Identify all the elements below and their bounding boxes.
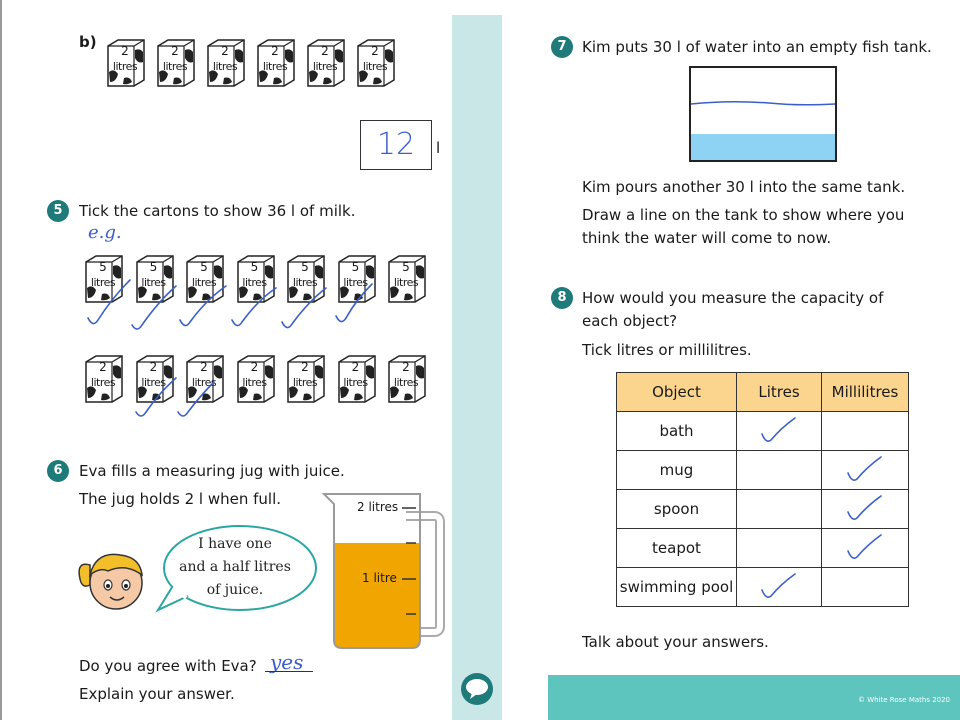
table-header-row [617, 373, 909, 412]
question-7-badge: 7 [551, 36, 573, 58]
carton-number: 5 [301, 260, 309, 274]
carton-number: 2 [371, 44, 379, 58]
carton-number: 2 [271, 44, 279, 58]
millilitres-cell[interactable] [822, 568, 909, 607]
tick-mark [845, 455, 885, 485]
tick-mark [759, 416, 799, 446]
question-8-line-2: each object? [582, 312, 678, 330]
carton-number: 2 [200, 360, 208, 374]
carton-number: 5 [250, 260, 259, 274]
carton-number: 2 [250, 360, 259, 374]
carton-unit: litres [191, 376, 217, 389]
answer-value: 12 [376, 127, 416, 162]
carton-unit: litres [343, 276, 368, 289]
question-5-badge: 5 [47, 200, 69, 222]
jug-label-2-litres: 2 litres [357, 500, 399, 514]
carton-number: 2 [351, 360, 360, 374]
question-6-agree: Do you agree with Eva? [79, 657, 257, 675]
litres-cell[interactable] [737, 529, 822, 568]
carton-unit: litres [343, 376, 368, 389]
litres-cell[interactable] [737, 451, 822, 490]
agree-answer-line [265, 671, 313, 672]
table-row [617, 412, 909, 451]
object-cell: bath [617, 412, 737, 451]
carton-number: 5 [402, 260, 410, 274]
object-cell: mug [617, 451, 737, 490]
header-object: Object [617, 373, 737, 412]
carton-unit: litres [242, 376, 267, 389]
tick-mark [845, 494, 885, 524]
object-cell: swimming pool [617, 568, 737, 607]
carton-unit: litres [393, 376, 419, 389]
millilitres-cell[interactable] [822, 451, 909, 490]
question-7-line-2: Kim pours another 30 l into the same tank. [582, 178, 906, 196]
question-6-line-2: The jug holds 2 l when full. [79, 490, 282, 508]
agree-answer[interactable]: yes [270, 650, 304, 674]
table-row [617, 451, 909, 490]
centre-sidebar [452, 15, 502, 720]
carton-unit: litres [362, 60, 388, 73]
millilitres-cell[interactable] [822, 529, 909, 568]
carton-number: 2 [171, 44, 179, 58]
litres-cell[interactable] [737, 490, 822, 529]
carton-number: 2 [301, 360, 309, 374]
eg-note: e.g. [88, 222, 122, 243]
carton-unit: litres [162, 60, 188, 73]
carton-unit: litres [112, 60, 138, 73]
question-6-explain: Explain your answer. [79, 685, 235, 703]
millilitres-cell[interactable] [822, 412, 909, 451]
carton-unit: litres [212, 60, 238, 73]
table-row [617, 529, 909, 568]
litres-cell[interactable] [737, 412, 822, 451]
question-8-footer: Talk about your answers. [582, 633, 769, 651]
speech-bubble-icon[interactable] [460, 672, 494, 706]
object-cell: spoon [617, 490, 737, 529]
question-8-badge: 8 [551, 287, 573, 309]
jug-label-1-litre: 1 litre [362, 571, 397, 585]
carton-number: 2 [221, 44, 229, 58]
header-litres: Litres [737, 373, 822, 412]
carton-unit: litres [393, 276, 419, 289]
question-5-text: Tick the cartons to show 36 l of milk. [79, 202, 356, 220]
object-cell: teapot [617, 529, 737, 568]
carton-unit: litres [141, 276, 166, 289]
carton-number: 5 [200, 260, 208, 274]
carton-number: 2 [149, 360, 158, 374]
question-7-line-3: Draw a line on the tank to show where you [582, 206, 905, 224]
carton-unit: litres [292, 376, 318, 389]
question-8-line-3: Tick litres or millilitres. [582, 341, 752, 359]
answer-unit: l [436, 139, 441, 157]
carton-number: 5 [149, 260, 158, 274]
litres-cell[interactable] [737, 568, 822, 607]
tick-mark [759, 572, 799, 602]
speech-line-2: and a half litres [179, 559, 291, 575]
part-b-label: b) [79, 33, 97, 51]
tick-mark [845, 533, 885, 563]
carton-unit: litres [292, 276, 318, 289]
question-7-text: Kim puts 30 l of water into an empty fish tank. [582, 38, 932, 56]
carton-number: 2 [402, 360, 410, 374]
question-6-badge: 6 [47, 460, 69, 482]
carton-unit: litres [242, 276, 267, 289]
question-8-line-1: How would you measure the capacity of [582, 289, 884, 307]
fish-tank[interactable] [689, 66, 837, 162]
table-row [617, 568, 909, 607]
header-millilitres: Millilitres [822, 373, 909, 412]
carton-number: 5 [351, 260, 360, 274]
drawn-water-line [689, 98, 837, 110]
carton-unit: litres [141, 376, 166, 389]
eva-character [74, 545, 156, 615]
carton-unit: litres [191, 276, 217, 289]
capacity-table [616, 372, 909, 607]
speech-line-1: I have one [198, 536, 272, 552]
millilitres-cell[interactable] [822, 490, 909, 529]
carton-number: 2 [121, 44, 129, 58]
carton-unit: litres [262, 60, 288, 73]
table-row [617, 490, 909, 529]
handwritten-ticks [0, 0, 452, 420]
tank-water [691, 134, 835, 160]
carton-unit: litres [312, 60, 338, 73]
carton-number: 2 [321, 44, 329, 58]
question-7-line-4: think the water will come to now. [582, 229, 832, 247]
carton-unit: litres [90, 376, 116, 389]
question-6-line-1: Eva fills a measuring jug with juice. [79, 462, 345, 480]
speech-line-3: of juice. [206, 582, 264, 598]
copyright-text: © White Rose Maths 2020 [858, 696, 951, 704]
carton-number: 5 [99, 260, 107, 274]
carton-unit: litres [90, 276, 116, 289]
carton-number: 2 [99, 360, 107, 374]
